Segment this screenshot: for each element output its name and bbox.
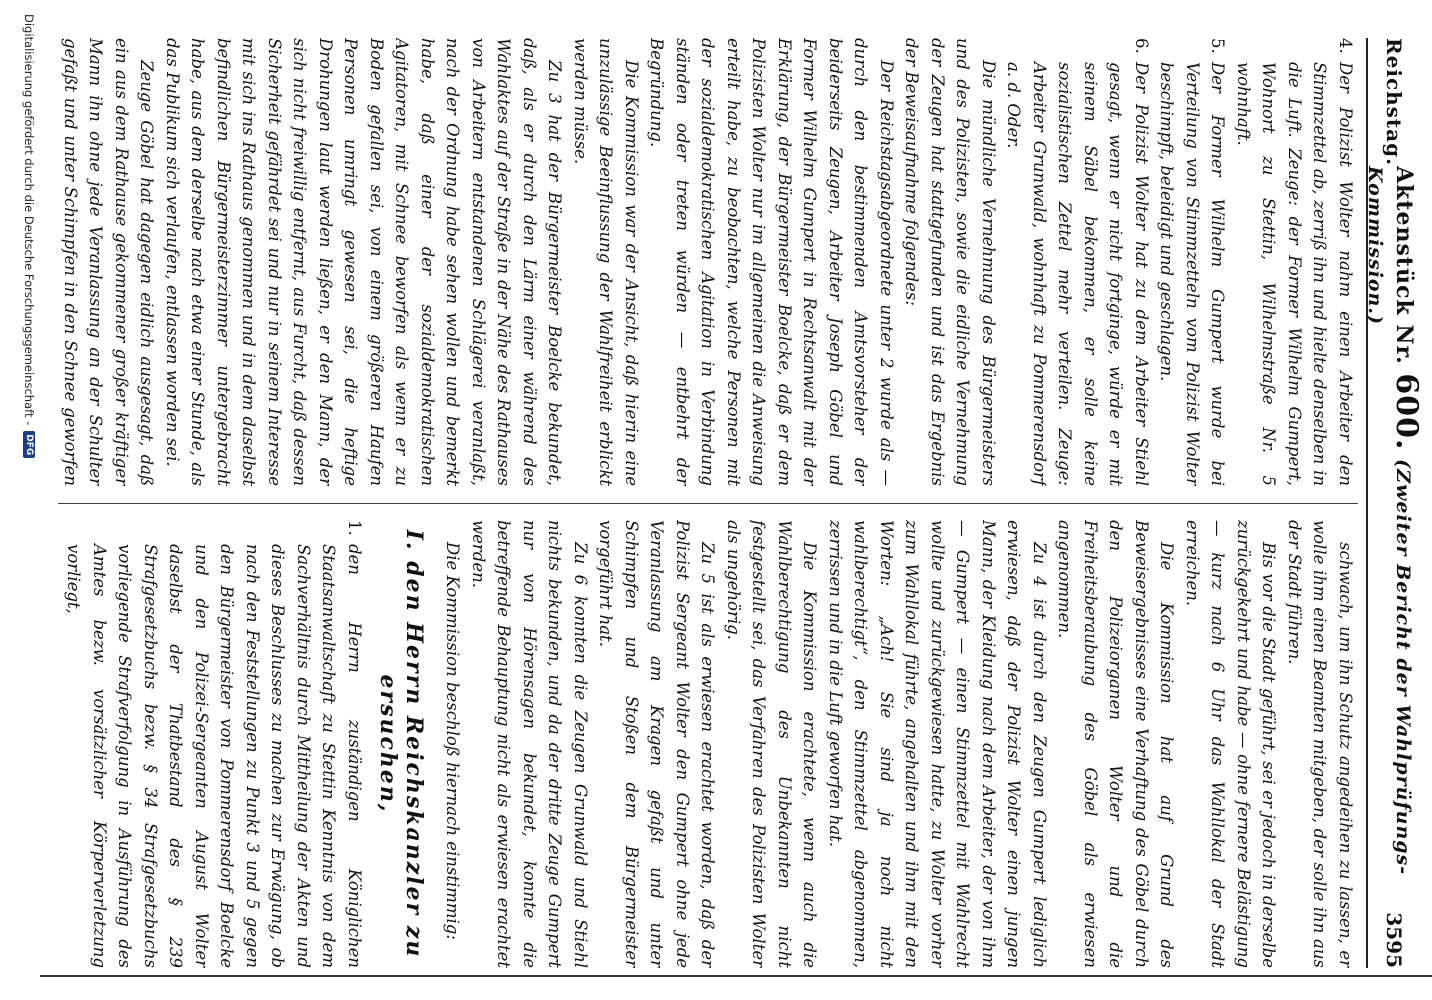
page-body xyxy=(40,18,1425,978)
item-number: 5. xyxy=(1208,38,1228,54)
paragraph: Zeuge Göbel hat dagegen eidlich ausgesagt, daß ein aus dem Rathause gekommener großer kräftiger Mann ihn ohne jede Veranlassung an der Schulter gefaßt und unter Schimpfen in den Schnee geworfen xyxy=(61,38,157,486)
credit-text: Digitalisierung gefördert durch die Deutsche Forschungsgemeinschaft - xyxy=(22,14,36,426)
digitization-credit xyxy=(18,0,40,1000)
left-column xyxy=(58,38,1358,486)
item-text: Der Polizist Wolter nahm einen Arbeiter den Stimmzettel ab, zerriß ihn und hielte denselben in die Luft. Zeuge: der Former Wilhelm Gumpert, Wohnort zu Stettin, Wilhelmstraße Nr. 5 wohnhaft. xyxy=(1234,62,1355,486)
item-text: Der Former Wilhelm Gumpert wurde bei Verteilung von Stimmzetteln vom Polizist Wolter beschimpft, beleidigt und geschlagen. xyxy=(1157,62,1228,486)
item-number: 6. xyxy=(1132,38,1151,54)
page-edge-line xyxy=(40,975,1432,977)
paragraph: Der Reichstagsabgeordnete unter 2 wurde als — durch den bestimmenden Amtsvorsteher der beiderseits Zeugen, Arbeiter Joseph Göbel und Former Wilhelm Gumpert in Rechtsanwalt mit der Erklärung, der Bürgermeister Boelcke, daß er dem Polizisten Wolter nur im allgemeinen die Anweisung erteilt habe, zu beobachten, welche Personen mit der sozialdemokratischen Agitation in Verbindung ständen oder treten würden — entbehrt der Begründung. xyxy=(647,38,896,486)
item-number xyxy=(58,520,61,536)
right-column xyxy=(58,520,1358,968)
paragraph: Bis vor die Stadt geführt, sei er jedoch in derselbe zurückgekehrt und habe — ohne fernere Belästigung — kurz nach 6 Uhr das Wahllokal der Stadt erreichen. xyxy=(1183,520,1279,968)
paragraph: Die Kommission beschloß hiernach einstimmig: xyxy=(443,542,463,940)
header-section: Reichstag. xyxy=(1382,38,1406,167)
paragraph: Zu 4 ist durch den Zeugen Gumpert lediglich erwiesen, daß der Polizist Wolter einen jungen Mann, der Kleidung nach dem Arbeiter, der von ihm — Gumpert — einen Stimmzettel mit Wahlrecht wollte und zurückgewiesen hatte, zu Wolter vorher zum Wahllokal führte, angehalten und ihm mit den Worten: „Ach! Sie sind ja noch nicht wahlberechtigt“, den Stimmzettel abgenommen, zerrissen und in die Luft geworfen hat. xyxy=(826,520,1049,968)
column-divider xyxy=(58,503,1358,504)
numbered-item xyxy=(1154,38,1231,486)
numbered-item xyxy=(1231,38,1359,486)
header-number: 600. xyxy=(1389,373,1425,451)
dfg-logo: DFG xyxy=(23,431,35,458)
page-header xyxy=(1364,38,1425,968)
paragraph: Die Kommission hat auf Grund des Beweisergebnisses eine Verhaftung des Göbel durch den Polizeiorganen Wolter und die Freiheitsberaubung des Göbel als erwiesen angenommen. xyxy=(1055,520,1177,968)
paragraph: Zu 6 konnten die Zeugen Grunwald und Stiehl nichts bekunden, und da der dritte Zeuge Gumpert nur von Hörensagen bekundet, konnte die betreffende Behauptung nicht als erwiesen erachtet werden. xyxy=(469,520,590,968)
paragraph: Die Kommission erachtete, wenn auch die Wahlberechtigung des Unbekannten nicht festgestellt sei, das Verfahren des Polizisten Wolter als ungehörig. xyxy=(724,520,820,968)
item-text: Der Polizist Wolter hat zu dem Arbeiter Stiehl gesagt, wenn er nicht fortginge, würde er mit seinem Säbel bekommen, er solle keine sozialistischen Zettel mehr verteilen. Zeuge: Arbeiter Grunwald, wohnhaft zu Pommerensdorf a. d. Oder. xyxy=(1004,62,1151,486)
paragraph: Zu 3 hat der Bürgermeister Boelcke bekundet, daß, als er durch den Lärm einer während des Wahlaktes auf der Straße in der Nähe des Rathauses von Arbeitern entstandenen Schlägerei veranlaßt, nach der Ordnung habe sehen wollen und bemerkt habe, daß einer der sozialdemokratischen Agitatoren, mit Schnee beworfen als wenn er zu Boden gefallen sei, von einem größeren Haufen Personen umringt gewesen sei, die heftige Drohungen laut werden ließen, er den Mann, der sich nicht freiwillig entfernt, aus Furcht, daß dessen Sicherheit gefährdet sei und nur in seinem Interesse mit sich ins Rathaus genommen und in dem daselbst befindlichen Bürgermeisterzimmer untergebracht habe, aus dem derselbe nach etwa einer Stunde, als das Publikum sich verlaufen, entlassen worden sei. xyxy=(163,38,565,486)
page-number: 3595 xyxy=(1382,912,1406,968)
section-heading: I. den Herrn Reichskanzler zu ersuchen, xyxy=(375,529,427,959)
item-text: den Herrn zuständigen Königlichen Staatsanwaltschaft zu Stettin Kenntnis von dem Sachverhältnis durch Mittheilung der Akten und dieses Beschlusses zu machen zur Erwägung, ob nach den Feststellungen zu Punkt 3 und 5 gegen den Bürgermeister von Pommerensdorf Boelcke und den Polizei-Sergeanten August Wolter daselbst der Thatbestand des § 239 Strafgesetzbuchs bezw. § 34 Strafgesetzbuchs vorliegende Strafverfolgung in Ausführung des Amtes bezw. vorsätzlicher Körperverletzung vorliegt, xyxy=(64,544,364,968)
header-document-number xyxy=(1364,166,1425,912)
numbered-item xyxy=(61,520,367,968)
text-columns xyxy=(58,38,1358,968)
header-subtitle: (Zweiter Bericht der Wahlprüfungs-Kommission.) xyxy=(1364,166,1415,876)
item-number: 4. xyxy=(1336,38,1355,54)
paragraph: Zu 5 ist als erwiesen erachtet worden, daß der Polizist Sergeant Wolter den Gumpert ohne jede Veranlassung am Kragen gefaßt und unter Schimpfen und Stoßen dem Bürgermeister vorgeführt hat. xyxy=(596,520,718,968)
paragraph: schwach, um ihn Schutz angedeihen zu lassen, er wolle ihm einen Beamten mitgeben, der solle ihn aus der Stadt führen. xyxy=(1285,520,1355,968)
item-number: 1. xyxy=(345,520,364,536)
header-prefix: Aktenstück Nr. xyxy=(1391,166,1418,365)
paragraph: Die mündliche Vernehmung des Bürgermeisters und des Polizisten, sowie die eidliche Vernehmung der Zeugen hat stattgefunden und ist das Ergebnis der Beweisaufnahme folgendes: xyxy=(902,38,998,486)
numbered-item xyxy=(1001,38,1154,486)
numbered-item xyxy=(58,520,61,968)
paragraph: Die Kommission war der Ansicht, daß hierin eine unzulässige Beeinflussung der Wahlfreiheit erblickt werden müsse. xyxy=(571,38,641,486)
